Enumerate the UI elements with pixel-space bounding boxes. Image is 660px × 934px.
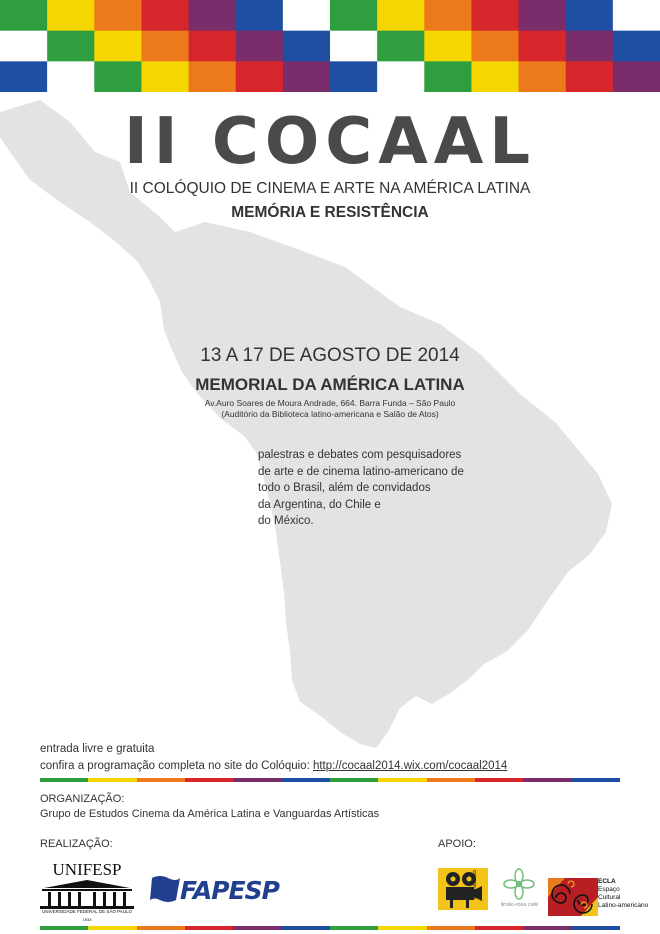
stripe-segment — [427, 926, 475, 930]
unifesp-subtitle: UNIVERSIDADE FEDERAL DE SÃO PAULO — [41, 909, 133, 914]
mosaic-tile — [141, 0, 189, 31]
program-info — [40, 760, 507, 772]
ecla-spiral-pattern-icon — [548, 878, 598, 916]
cinestudos-name: CINESTUDOS — [472, 870, 477, 900]
stripe-segment — [233, 926, 281, 930]
mosaic-tile — [519, 61, 567, 92]
event-description — [258, 447, 498, 530]
mosaic-tile — [283, 31, 331, 62]
stripe-segment — [88, 926, 136, 930]
stripe-segment — [572, 926, 620, 930]
unifesp-logo — [38, 860, 136, 926]
unifesp-building-icon — [38, 880, 136, 910]
stripe-segment — [185, 778, 233, 782]
event-subtitle: II COLÓQUIO DE CINEMA E ARTE NA AMÉRICA LATINA — [129, 180, 531, 197]
stripe-segment — [572, 778, 620, 782]
stripe-segment — [88, 778, 136, 782]
ecla-name-line: Latino-americano — [598, 902, 649, 909]
stripe-segment — [137, 926, 185, 930]
stripe-segment — [40, 926, 88, 930]
stripe-segment — [330, 778, 378, 782]
mosaic-tile — [47, 31, 95, 62]
mosaic-tile — [377, 0, 425, 31]
program-prefix: confira a programação completa no site do Colóquio: — [40, 760, 313, 772]
unifesp-name: UNIFESP — [52, 860, 122, 879]
stripe-segment — [475, 778, 523, 782]
support-label: APOIO: — [438, 838, 476, 850]
mosaic-tile — [0, 31, 48, 62]
mosaic-tile — [47, 61, 95, 92]
flower-icon — [497, 866, 542, 902]
ecla-name-line: ECLA — [598, 878, 616, 885]
mosaic-tile — [141, 31, 189, 62]
limao-rosa-logo — [497, 866, 542, 914]
mosaic-tile — [566, 61, 614, 92]
stripe-segment — [233, 778, 281, 782]
ecla-name-line: Cultural — [598, 894, 621, 901]
mosaic-tile — [613, 31, 660, 62]
mosaic-tile — [189, 61, 237, 92]
mosaic-tile — [189, 31, 237, 62]
mosaic-tile — [189, 0, 237, 31]
wiphala-mosaic-banner — [0, 0, 660, 92]
fapesp-name: FAPESP — [180, 876, 279, 905]
mosaic-tile — [471, 61, 519, 92]
cinestudos-logo — [438, 868, 488, 910]
mosaic-tile — [236, 31, 284, 62]
mosaic-tile — [471, 0, 519, 31]
mosaic-tile — [519, 0, 567, 31]
event-theme: MEMÓRIA E RESISTÊNCIA — [231, 204, 429, 221]
mosaic-tile — [0, 0, 48, 31]
stripe-segment — [378, 778, 426, 782]
ecla-logo — [548, 878, 598, 916]
limao-rosa-name: limão-rosa café — [500, 902, 539, 908]
mosaic-tile — [236, 61, 284, 92]
description-line: do México. — [258, 515, 314, 527]
unifesp-year: 1933 — [82, 917, 92, 922]
mosaic-tile — [377, 61, 425, 92]
mosaic-tile — [330, 0, 378, 31]
stripe-segment — [282, 926, 330, 930]
mosaic-tile — [471, 31, 519, 62]
stripe-segment — [523, 926, 571, 930]
fapesp-flag-icon — [150, 874, 182, 904]
mosaic-tile — [424, 31, 472, 62]
mosaic-tile — [377, 31, 425, 62]
stripe-segment — [378, 926, 426, 930]
description-line: de arte e de cinema latino-americano de — [258, 465, 464, 478]
mosaic-tile — [613, 61, 660, 92]
venue-address-line1: Av.Auro Soares de Moura Andrade, 664. Barra Funda – São Paulo — [204, 398, 456, 408]
mosaic-tile — [424, 61, 472, 92]
mosaic-tile — [566, 31, 614, 62]
mosaic-tile — [94, 31, 142, 62]
bottom-stripe — [40, 926, 620, 930]
event-dates: 13 A 17 DE AGOSTO DE 2014 — [200, 345, 460, 366]
divider-stripe — [40, 778, 620, 782]
stripe-segment — [40, 778, 88, 782]
mosaic-tile — [0, 61, 48, 92]
mosaic-tile — [94, 61, 142, 92]
mosaic-tile — [613, 0, 660, 31]
mosaic-tile — [519, 31, 567, 62]
ecla-name-line: Espaço — [598, 886, 620, 893]
stripe-segment — [282, 778, 330, 782]
mosaic-tile — [424, 0, 472, 31]
stripe-segment — [475, 926, 523, 930]
stripe-segment — [137, 778, 185, 782]
mosaic-tile — [283, 0, 331, 31]
film-projector-icon — [438, 868, 488, 910]
mosaic-tile — [330, 61, 378, 92]
mosaic-tile — [94, 0, 142, 31]
stripe-segment — [523, 778, 571, 782]
event-venue: MEMORIAL DA AMÉRICA LATINA — [195, 375, 465, 394]
event-title: II COCAAL — [123, 105, 537, 179]
fapesp-logo — [150, 872, 290, 908]
program-link[interactable]: http://cocaal2014.wix.com/cocaal2014 — [312, 760, 508, 772]
organization-name: Grupo de Estudos Cinema da América Latina e Vanguardas Artísticas — [40, 808, 380, 820]
stripe-segment — [330, 926, 378, 930]
mosaic-tile — [141, 61, 189, 92]
mosaic-tile — [330, 31, 378, 62]
description-line: palestras e debates com pesquisadores — [258, 449, 462, 461]
mosaic-tile — [236, 0, 284, 31]
mosaic-tile — [47, 0, 95, 31]
description-line: da Argentina, do Chile e — [258, 498, 381, 511]
mosaic-tile — [566, 0, 614, 31]
description-line: todo o Brasil, além de convidados — [258, 482, 431, 494]
organization-label: ORGANIZAÇÃO: — [40, 793, 125, 805]
stripe-segment — [427, 778, 475, 782]
mosaic-tile — [283, 61, 331, 92]
ecla-name — [598, 878, 648, 910]
stripe-segment — [185, 926, 233, 930]
venue-address-line2: (Auditório da Biblioteca latino-americana e Salão de Atos) — [221, 409, 439, 419]
entry-info: entrada livre e gratuita — [40, 743, 155, 755]
realization-label: REALIZAÇÃO: — [40, 838, 113, 850]
